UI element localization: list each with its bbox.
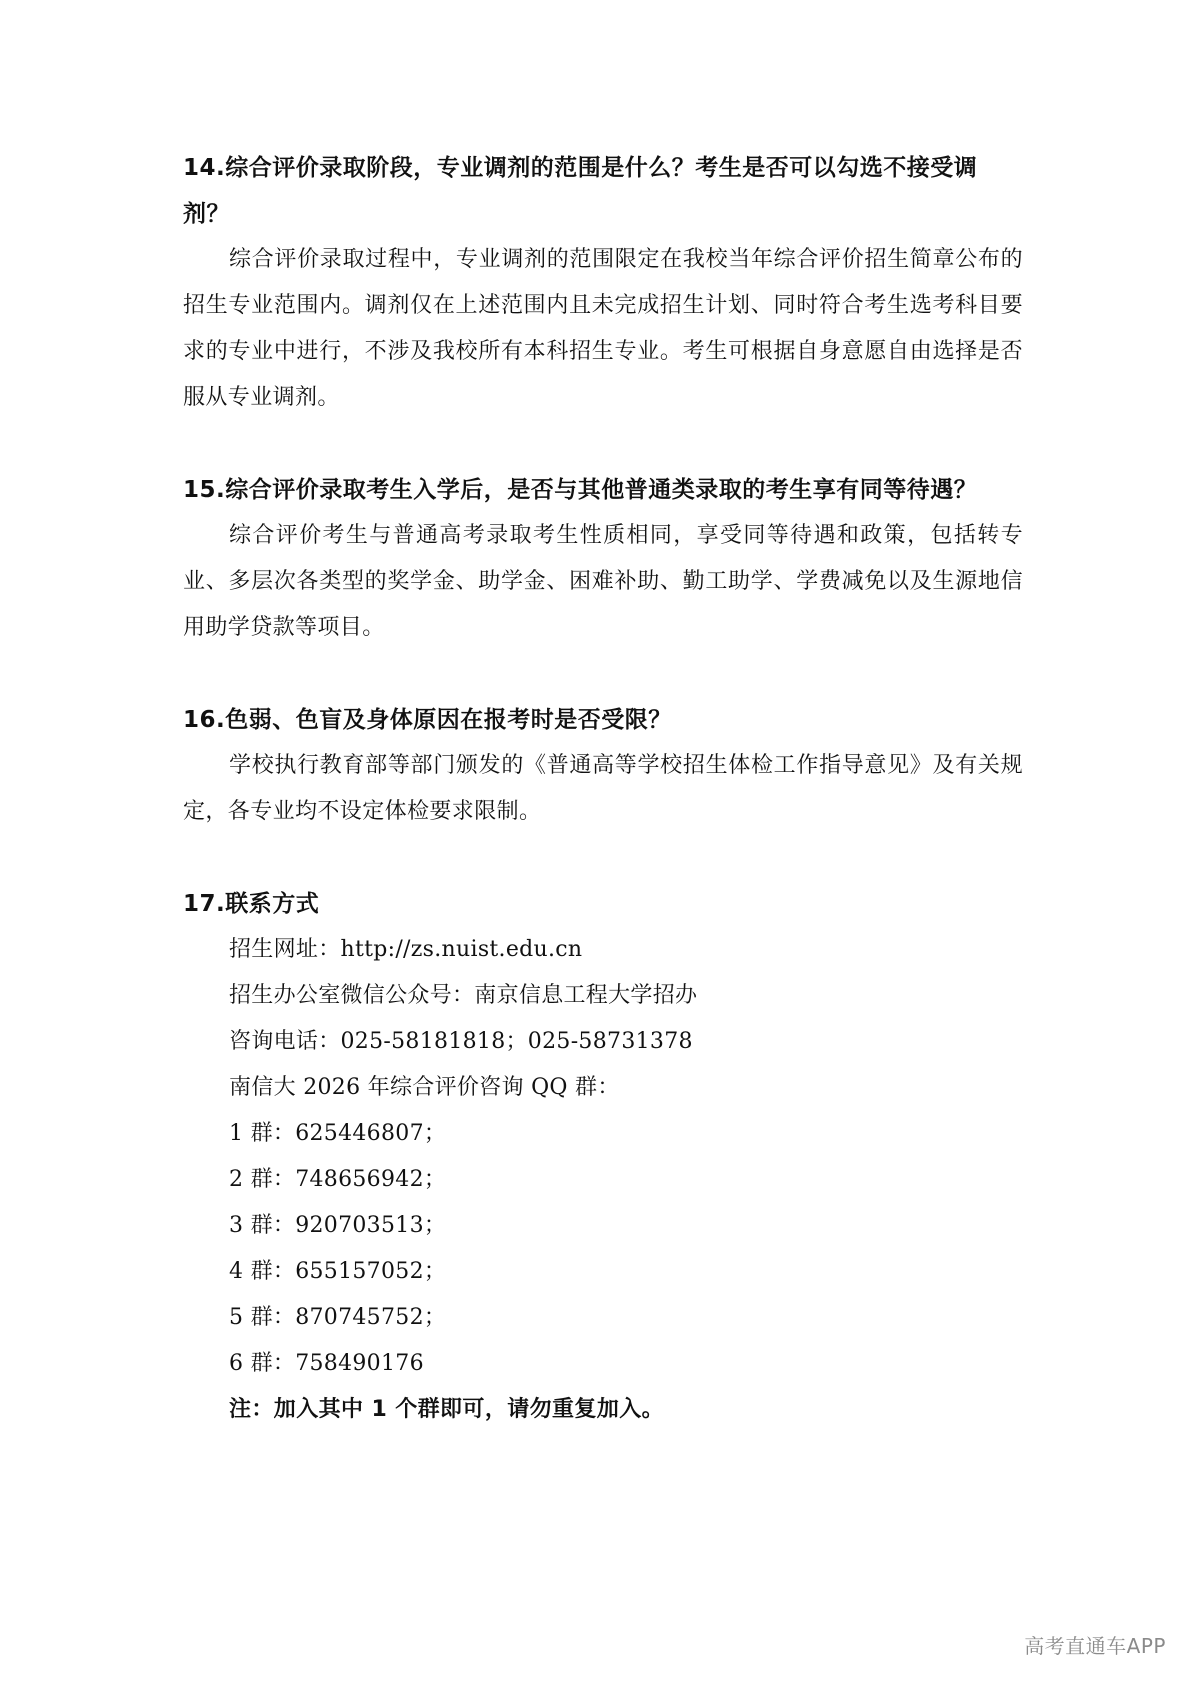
faq-section-15 [183,467,1023,651]
contact-title: 17.联系方式 [183,891,320,917]
contact-phone: 咨询电话：025-58181818；025-58731378 [229,1029,693,1054]
contact-note: 注：加入其中 1 个群即可，请勿重复加入。 [229,1397,665,1422]
qq-group-5: 5 群：870745752； [229,1305,447,1330]
answer-paragraph: 综合评价考生与普通高考录取考生性质相同，享受同等待遇和政策，包括转专业、多层次各类型的奖学金、助学金、困难补助、勤工助学、学费减免以及生源地信用助学贷款等项目。 [183,523,1023,640]
contact-website: 招生网址：http://zs.nuist.edu.cn [229,937,583,962]
contact-section [183,881,1023,1433]
watermark: 高考直通车APP [1024,1634,1166,1658]
section-spacer [183,421,1023,467]
answer-paragraph: 学校执行教育部等部门颁发的《普通高等学校招生体检工作指导意见》及有关规定，各专业均不设定体检要求限制。 [183,753,1023,824]
answer-paragraph: 综合评价录取过程中，专业调剂的范围限定在我校当年综合评价招生简章公布的招生专业范围内。调剂仅在上述范围内且未完成招生计划、同时符合考生选考科目要求的专业中进行，不涉及我校所有本科招生专业。考生可根据自身意愿自由选择是否服从专业调剂。 [183,247,1023,410]
qq-group-4: 4 群：655157052； [229,1259,447,1284]
document-page [183,145,1023,1433]
section-spacer [183,835,1023,881]
question-title: 15.综合评价录取考生入学后，是否与其他普通类录取的考生享有同等待遇？ [183,477,978,503]
faq-section-16 [183,697,1023,835]
qq-group-6: 6 群：758490176 [229,1351,424,1376]
qq-groups-heading: 南信大 2026 年综合评价咨询 QQ 群： [229,1075,620,1100]
question-title: 16.色弱、色盲及身体原因在报考时是否受限？ [183,707,672,733]
contact-wechat: 招生办公室微信公众号：南京信息工程大学招办 [229,983,698,1008]
section-spacer [183,651,1023,697]
qq-group-1: 1 群：625446807； [229,1121,447,1146]
question-title: 14.综合评价录取阶段，专业调剂的范围是什么？考生是否可以勾选不接受调剂？ [183,155,978,227]
faq-section-14 [183,145,1023,421]
qq-group-3: 3 群：920703513； [229,1213,447,1238]
qq-group-2: 2 群：748656942； [229,1167,447,1192]
